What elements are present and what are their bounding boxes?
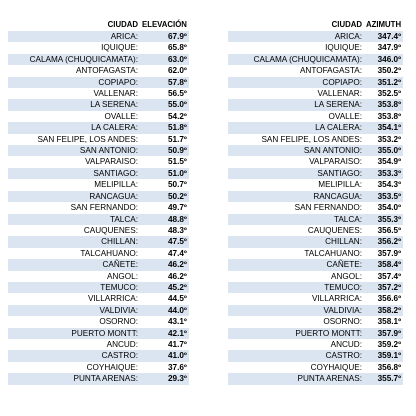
table-row [8,362,189,373]
value-cell: 357.2º [364,282,403,293]
value-cell: 51.8º [140,122,189,133]
value-cell: 44.0º [140,305,189,316]
table-row [228,122,403,133]
value-cell: 63.0º [140,54,189,65]
table-row [8,214,189,225]
value-cell: 355.3º [364,214,403,225]
city-cell: VALPARAISO: [8,156,140,167]
table-row [8,350,189,361]
value-cell: 356.5º [364,225,403,236]
city-cell: CALAMA (CHUQUICAMATA): [228,54,364,65]
city-cell: MELIPILLA: [8,179,140,190]
city-cell: SANTIAGO: [228,168,364,179]
value-cell: 354.0º [364,202,403,213]
value-cell: 48.3º [140,225,189,236]
elevation-column-header: ELEVACIÓN [142,19,187,29]
city-cell: SAN FELIPE, LOS ANDES: [8,134,140,145]
table-row [228,362,403,373]
city-cell: LA CALERA: [8,122,140,133]
value-cell: 65.8º [140,42,189,53]
city-cell: SAN ANTONIO: [8,145,140,156]
table-row [228,65,403,76]
city-cell: TEMUCO: [8,282,140,293]
table-row [8,282,189,293]
value-cell: 54.2º [140,111,189,122]
value-cell: 353.2º [364,134,403,145]
value-cell: 47.5º [140,236,189,247]
table-row [8,305,189,316]
table-row [228,259,403,270]
city-cell: IQUIQUE: [228,42,364,53]
table-row [228,282,403,293]
value-cell: 41.7º [140,339,189,350]
table-row [8,248,189,259]
city-cell: RANCAGUA: [228,191,364,202]
azimuth-column-header: AZIMUTH [366,19,402,29]
city-cell: MELIPILLA: [228,179,364,190]
header-row [8,14,189,31]
value-cell: 353.8º [364,99,403,110]
value-cell: 57.8º [140,77,189,88]
table-row [8,42,189,53]
value-cell: 353.5º [364,191,403,202]
city-cell: IQUIQUE: [8,42,140,53]
value-cell: 48.8º [140,214,189,225]
city-cell: SAN FERNANDO: [228,202,364,213]
value-cell: 56.5º [140,88,189,99]
table-row [228,305,403,316]
table-row [228,134,403,145]
value-cell: 347.4º [364,31,403,42]
city-cell: CAUQUENES: [8,225,140,236]
city-cell: LA SERENA: [8,99,140,110]
header-row [228,14,403,31]
city-column-header: CIUDAD [331,19,362,29]
city-cell: CAUQUENES: [228,225,364,236]
table-row [8,65,189,76]
table-row [8,236,189,247]
city-cell: ANTOFAGASTA: [228,65,364,76]
table-row [8,191,189,202]
city-cell: VALDIVIA: [228,305,364,316]
table-row [228,77,403,88]
city-cell: TALCAHUANO: [8,248,140,259]
value-cell: 355.0º [364,145,403,156]
city-cell: CASTRO: [228,350,364,361]
city-cell: PUNTA ARENAS: [228,373,364,384]
azimuth-table [228,14,403,385]
value-cell: 353.8º [364,111,403,122]
elevation-table [8,14,189,385]
city-cell: VALDIVIA: [8,305,140,316]
table-row [8,145,189,156]
value-cell: 358.1º [364,316,403,327]
table-row [228,156,403,167]
value-cell: 359.2º [364,339,403,350]
table-row [8,99,189,110]
table-row [228,293,403,304]
value-cell: 50.9º [140,145,189,156]
city-cell: VILLARRICA: [228,293,364,304]
table-row [8,316,189,327]
value-cell: 37.6º [140,362,189,373]
value-cell: 356.8º [364,362,403,373]
table-row [228,111,403,122]
value-cell: 45.2º [140,282,189,293]
value-cell: 347.9º [364,42,403,53]
city-cell: CHILLAN: [8,236,140,247]
table-row [228,236,403,247]
table-row [228,179,403,190]
city-cell: VALLENAR: [228,88,364,99]
city-cell: CHILLAN: [228,236,364,247]
value-cell: 346.0º [364,54,403,65]
value-cell: 41.0º [140,350,189,361]
table-body [228,31,403,385]
value-cell: 356.6º [364,293,403,304]
city-cell: COYHAIQUE: [8,362,140,373]
table-row [228,225,403,236]
value-cell: 43.1º [140,316,189,327]
city-cell: OSORNO: [228,316,364,327]
value-cell: 354.3º [364,179,403,190]
value-cell: 355.7º [364,373,403,384]
city-cell: CAÑETE: [8,259,140,270]
table-row [228,248,403,259]
city-cell: CASTRO: [8,350,140,361]
value-cell: 46.2º [140,271,189,282]
city-cell: VALLENAR: [8,88,140,99]
city-cell: SAN ANTONIO: [228,145,364,156]
city-cell: COYHAIQUE: [228,362,364,373]
city-column-header: CIUDAD [107,19,138,29]
city-cell: TALCAHUANO: [228,248,364,259]
city-cell: TEMUCO: [228,282,364,293]
table-row [8,88,189,99]
table-row [228,350,403,361]
city-cell: ANGOL: [228,271,364,282]
value-cell: 357.9º [364,248,403,259]
table-row [8,77,189,88]
table-body [8,31,189,385]
table-row [228,99,403,110]
city-cell: OSORNO: [8,316,140,327]
table-row [8,31,189,42]
value-cell: 51.0º [140,168,189,179]
city-cell: ARICA: [228,31,364,42]
city-cell: OVALLE: [228,111,364,122]
city-cell: ARICA: [8,31,140,42]
value-cell: 46.2º [140,259,189,270]
value-cell: 357.4º [364,271,403,282]
city-cell: TALCA: [8,214,140,225]
city-cell: ANCUD: [8,339,140,350]
value-cell: 356.2º [364,236,403,247]
table-row [8,54,189,65]
table-row [8,179,189,190]
value-cell: 354.1º [364,122,403,133]
city-cell: SAN FELIPE, LOS ANDES: [228,134,364,145]
table-row [8,271,189,282]
city-cell: COPIAPO: [8,77,140,88]
value-cell: 353.3º [364,168,403,179]
table-row [228,42,403,53]
table-row [8,122,189,133]
value-cell: 62.0º [140,65,189,76]
table-row [8,168,189,179]
city-cell: VILLARRICA: [8,293,140,304]
city-cell: VALPARAISO: [228,156,364,167]
value-cell: 351.2º [364,77,403,88]
value-cell: 44.5º [140,293,189,304]
table-row [8,202,189,213]
value-cell: 357.9º [364,328,403,339]
value-cell: 354.9º [364,156,403,167]
table-row [228,191,403,202]
value-cell: 29.3º [140,373,189,384]
value-cell: 49.7º [140,202,189,213]
city-cell: COPIAPO: [228,77,364,88]
table-row [228,168,403,179]
table-row [8,373,189,384]
table-row [8,259,189,270]
value-cell: 51.7º [140,134,189,145]
table-row [228,373,403,384]
table-row [8,111,189,122]
city-cell: SANTIAGO: [8,168,140,179]
value-cell: 358.4º [364,259,403,270]
city-cell: ANCUD: [228,339,364,350]
city-cell: CAÑETE: [228,259,364,270]
city-cell: CALAMA (CHUQUICAMATA): [8,54,140,65]
value-cell: 47.4º [140,248,189,259]
table-row [8,156,189,167]
table-row [8,225,189,236]
city-cell: LA SERENA: [228,99,364,110]
city-cell: LA CALERA: [228,122,364,133]
value-cell: 350.2º [364,65,403,76]
table-row [228,271,403,282]
table-row [228,339,403,350]
city-cell: ANGOL: [8,271,140,282]
city-cell: ANTOFAGASTA: [8,65,140,76]
value-cell: 50.2º [140,191,189,202]
table-row [8,328,189,339]
city-cell: PUERTO MONTT: [8,328,140,339]
city-cell: RANCAGUA: [8,191,140,202]
value-cell: 42.1º [140,328,189,339]
table-row [228,202,403,213]
table-row [8,293,189,304]
value-cell: 51.5º [140,156,189,167]
value-cell: 358.2º [364,305,403,316]
city-cell: SAN FERNANDO: [8,202,140,213]
value-cell: 50.7º [140,179,189,190]
table-row [8,339,189,350]
table-row [228,31,403,42]
city-cell: OVALLE: [8,111,140,122]
value-cell: 67.9º [140,31,189,42]
city-cell: PUERTO MONTT: [228,328,364,339]
table-row [228,316,403,327]
table-row [228,88,403,99]
city-cell: PUNTA ARENAS: [8,373,140,384]
value-cell: 359.1º [364,350,403,361]
value-cell: 55.0º [140,99,189,110]
table-row [228,54,403,65]
table-row [8,134,189,145]
city-cell: TALCA: [228,214,364,225]
value-cell: 352.5º [364,88,403,99]
table-row [228,214,403,225]
table-row [228,328,403,339]
table-row [228,145,403,156]
